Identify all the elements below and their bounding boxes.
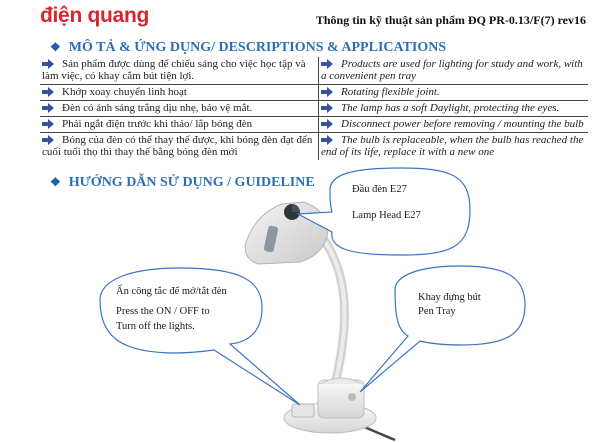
brand-logo: điện quang bbox=[40, 4, 149, 27]
lamp-head-label-en: Lamp Head E27 bbox=[352, 210, 421, 221]
guideline-title-text: HƯỚNG DẪN SỬ DỤNG / GUIDELINE bbox=[68, 175, 315, 190]
en-text: Products are used for lighting for study and work, with a convenient pen tray bbox=[321, 58, 583, 82]
diamond-bullet-icon: ❖ bbox=[50, 175, 61, 189]
document-reference: Thông tin kỹ thuật sản phẩm ĐQ PR-0.13/F(7) rev16 bbox=[315, 13, 586, 27]
en-text: The lamp has a soft Daylight, protecting the eyes. bbox=[341, 102, 560, 114]
switch-label-en-line1: Press the ON / OFF to bbox=[116, 306, 210, 317]
en-text: The bulb is replaceable, when the bulb has reached the end of its life, replace it with a new one bbox=[321, 134, 584, 158]
descriptions-title-text: MÔ TẢ & ỨNG DỤNG/ DESCRIPTIONS & APPLICATIONS bbox=[68, 40, 447, 55]
diamond-bullet-icon: ❖ bbox=[50, 40, 61, 54]
pen-tray-callout-bubble bbox=[360, 266, 525, 392]
vi-text: Bóng của đèn có thể thay thế được, khi bóng đèn đạt đến cuối tuổi thọ thì thay thế bằng bóng đèn mới bbox=[42, 134, 313, 158]
en-text: Disconnect power before removing / mounting the bulb bbox=[341, 118, 584, 130]
pen-tray-label-en: Pen Tray bbox=[418, 306, 456, 317]
pen-tray bbox=[318, 380, 364, 418]
en-text: Rotating flexible joint. bbox=[341, 86, 440, 98]
vi-text: Khớp xoay chuyển linh hoạt bbox=[62, 86, 187, 98]
switch-label-en-line2: Turn off the lights. bbox=[116, 321, 195, 332]
switch-label-vi: Ấn công tắc để mở/tắt đèn bbox=[116, 286, 227, 297]
vi-text: Sản phẩm được dùng để chiếu sáng cho việc học tập và làm việc, có khay cắm bút tiện lợi. bbox=[42, 58, 306, 82]
vi-text: Đèn có ánh sáng trắng dịu nhẹ, bảo vệ mắt. bbox=[62, 102, 253, 114]
pen-tray-label-vi: Khay đựng bút bbox=[418, 292, 481, 303]
vi-text: Phải ngắt điện trước khi tháo/ lắp bóng đèn bbox=[62, 118, 253, 130]
on-off-switch bbox=[292, 404, 314, 417]
lamp-head-label-vi: Đầu đèn E27 bbox=[352, 184, 407, 195]
